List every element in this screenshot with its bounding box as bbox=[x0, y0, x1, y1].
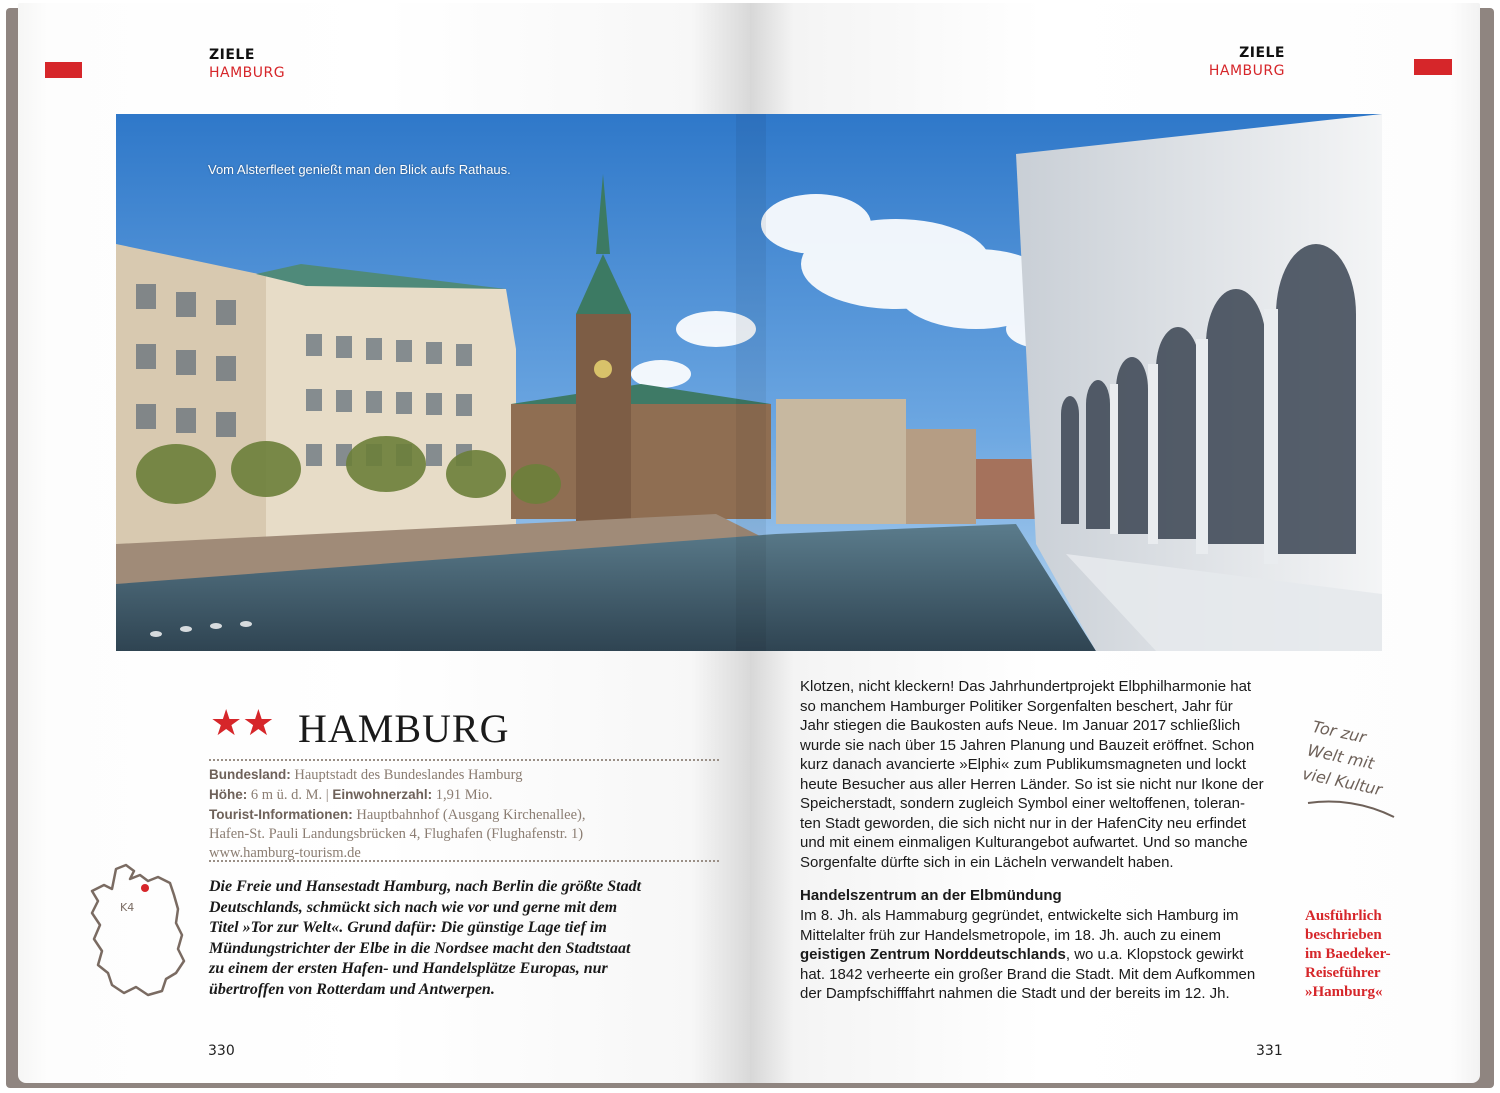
intro-line: Titel »Tor zur Welt«. Grund dafür: Die günstige Lage tief im bbox=[209, 919, 607, 936]
text-line: der Dampfschifffahrt nahmen die Stadt und der bereits im 12. Jh. bbox=[800, 985, 1230, 1002]
section-subheading: Handelszentrum an der Elbmündung bbox=[800, 887, 1062, 904]
intro-line: Mündungstrichter der Elbe in die Nordsee macht den Stadtstaat bbox=[209, 939, 631, 957]
fact-label: Einwohnerzahl: bbox=[332, 787, 433, 802]
text-line: heute Besucher aus aller Herren Länder. So ist sie nicht nur Ikone der bbox=[800, 775, 1264, 793]
text-line: Im 8. Jh. als Hammaburg gegründet, entwickelte sich Hamburg im bbox=[800, 907, 1239, 924]
photo-caption: Vom Alsterfleet genießt man den Blick aufs Rathaus. bbox=[208, 162, 511, 177]
divider bbox=[209, 759, 719, 761]
page-number: 331 bbox=[1256, 1043, 1283, 1059]
subsection-label: HAMBURG bbox=[209, 65, 286, 81]
text-line: Jahr stiegen die Baukosten aufs Neue. Im Januar 2017 schließlich bbox=[800, 717, 1241, 734]
main-paragraph bbox=[800, 677, 1285, 872]
divider bbox=[209, 860, 719, 862]
reference-line: Ausführlich bbox=[1305, 908, 1382, 924]
photo-illustration bbox=[116, 114, 1382, 651]
chapter-marker bbox=[1414, 59, 1452, 75]
reference-line: im Baedeker- bbox=[1305, 946, 1391, 962]
reference-line: Reiseführer bbox=[1305, 965, 1381, 981]
text-line: so manchem Hamburger Politiker Sorgenfalten beschert, Jahr für bbox=[800, 697, 1233, 715]
highlight-text: geistigen Zentrum Norddeutschlands bbox=[800, 946, 1066, 963]
text-line: hat. 1842 verheerte ein großer Brand die Stadt. Mit dem Aufkommen bbox=[800, 965, 1256, 983]
page-number: 330 bbox=[208, 1043, 235, 1059]
text-line: Sorgenfalte dürfte sich in ein Lächeln verwandelt haben. bbox=[800, 853, 1174, 871]
section-label: ZIELE bbox=[209, 47, 255, 63]
page-title: HAMBURG bbox=[298, 706, 510, 751]
intro-line: zu einem der ersten Hafen- und Handelsplätze Europas, nur bbox=[209, 960, 608, 977]
fact-value: 6 m ü. d. M. | bbox=[247, 787, 333, 803]
reference-line: »Hamburg« bbox=[1305, 984, 1383, 1000]
text-line: kurz danach avancierte »Elphi« zum Publikumsmagneten und lockt bbox=[800, 756, 1247, 773]
intro-text bbox=[209, 877, 729, 1000]
germany-outline bbox=[92, 865, 184, 995]
section-label: ZIELE bbox=[1239, 45, 1285, 61]
margin-note-line: viel Kultur bbox=[1300, 763, 1384, 800]
text-line: und mit einem einmaligen Kulturangebot aufwartet. Und so manche bbox=[800, 834, 1248, 851]
fact-label: Tourist-Informationen: bbox=[209, 807, 353, 822]
text-line: Mittelalter früh zur Handelsmetropole, im 18. Jh. auch zu einem bbox=[800, 926, 1222, 944]
location-dot-icon bbox=[141, 884, 149, 892]
text-line: ten Stadt geworden, die sich nicht nur in der HafenCity neu erfindet bbox=[800, 814, 1247, 832]
star-icon: ★★ bbox=[210, 703, 275, 744]
history-paragraph bbox=[800, 906, 1285, 1004]
fact-value: 1,91 Mio. bbox=[432, 787, 493, 803]
margin-note-line: Welt mit bbox=[1305, 740, 1376, 774]
margin-note-line: Tor zur bbox=[1310, 716, 1368, 747]
hamburg-panorama-photo bbox=[116, 114, 1382, 651]
text-line: Klotzen, nicht kleckern! Das Jahrhundertprojekt Elbphilharmonie hat bbox=[800, 678, 1252, 695]
intro-line: Deutschlands, schmückt sich nach wie vor und gerne mit dem bbox=[209, 898, 618, 916]
intro-line: übertroffen von Rotterdam und Antwerpen. bbox=[209, 980, 495, 998]
germany-locator-map bbox=[78, 861, 193, 1001]
fact-label: Höhe: bbox=[209, 787, 248, 802]
facts-block bbox=[209, 765, 729, 863]
map-grid-label: K4 bbox=[120, 901, 135, 914]
reference-line: beschrieben bbox=[1305, 927, 1382, 943]
chapter-marker bbox=[45, 62, 82, 78]
website-link[interactable]: www.hamburg-tourism.de bbox=[209, 845, 361, 861]
rating-stars bbox=[210, 703, 300, 744]
intro-line: Die Freie und Hansestadt Hamburg, nach Berlin die größte Stadt bbox=[209, 878, 642, 895]
text-fragment: , wo u.a. Klopstock gewirkt bbox=[1065, 946, 1244, 963]
fact-value: Hauptbahnhof (Ausgang Kirchenallee), bbox=[352, 807, 586, 823]
margin-note-underline bbox=[1306, 793, 1401, 823]
text-line bbox=[800, 945, 1285, 965]
fact-label: Bundesland: bbox=[209, 767, 291, 782]
fact-value: Hauptstadt des Bundeslandes Hamburg bbox=[290, 767, 523, 783]
guidebook-reference bbox=[1305, 907, 1425, 1002]
text-line: Speicherstadt, sondern zugleich Symbol einer weltoffenen, toleran- bbox=[800, 795, 1245, 812]
subsection-label: HAMBURG bbox=[1208, 63, 1285, 79]
text-line: wurde sie nach über 15 Jahren Planung und Bauzeit eröffnet. Schon bbox=[800, 736, 1255, 754]
fact-value: Hafen-St. Pauli Landungsbrücken 4, Flughafen (Flughafenstr. 1) bbox=[209, 826, 584, 842]
